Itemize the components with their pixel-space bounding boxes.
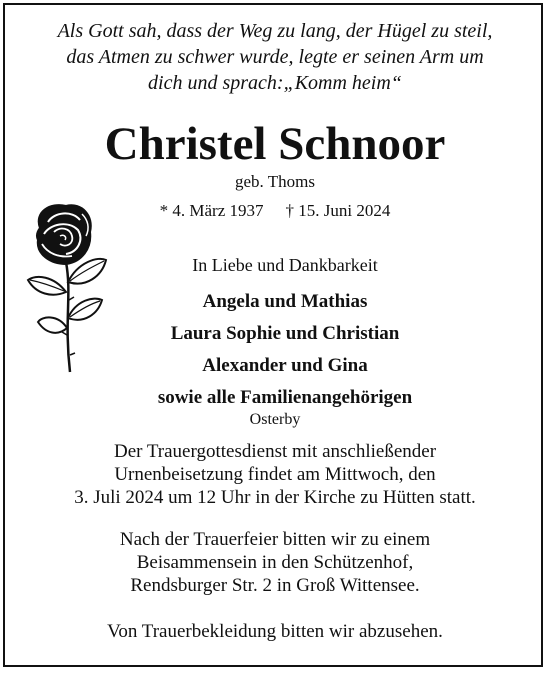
- service-line: Urnenbeisetzung findet am Mittwoch, den: [114, 464, 436, 485]
- gathering-line: Beisammensein in den Schützenhof,: [136, 552, 414, 573]
- verse-line: dich und sprach:„Komm heim“: [148, 72, 402, 94]
- verse-line: das Atmen zu schwer wurde, legte er seinen Arm um: [66, 46, 484, 68]
- gathering-line: Nach der Trauerfeier bitten wir zu einem: [119, 529, 431, 550]
- birth-date: * 4. März 1937: [159, 201, 264, 220]
- mourner-entry: sowie alle Familienangehörigen: [157, 387, 413, 408]
- service-line: 3. Juli 2024 um 12 Uhr in der Kirche zu Hütten statt.: [74, 487, 476, 508]
- place-name: Osterby: [249, 411, 301, 428]
- mourner-entry: Laura Sophie und Christian: [170, 323, 400, 344]
- mourner-entry: Angela und Mathias: [202, 291, 368, 312]
- service-line: Der Trauergottesdienst mit anschließender: [113, 441, 437, 462]
- mourners-list: [90, 286, 480, 414]
- gathering-line: Rendsburger Str. 2 in Groß Wittensee.: [130, 575, 420, 596]
- deceased-name: Christel Schnoor: [104, 118, 446, 170]
- birth-name: geb. Thoms: [235, 172, 315, 191]
- gathering-info: [0, 528, 550, 597]
- poem-verse: [0, 18, 550, 96]
- closing-note: Von Trauerbekleidung bitten wir abzusehen.: [107, 621, 443, 642]
- greeting-line: In Liebe und Dankbarkeit: [192, 255, 378, 275]
- verse-line: Als Gott sah, dass der Weg zu lang, der Hügel zu steil,: [57, 20, 493, 42]
- mourner-entry: Alexander und Gina: [202, 355, 368, 376]
- funeral-service-info: [0, 440, 550, 509]
- death-date: † 15. Juni 2024: [285, 201, 391, 220]
